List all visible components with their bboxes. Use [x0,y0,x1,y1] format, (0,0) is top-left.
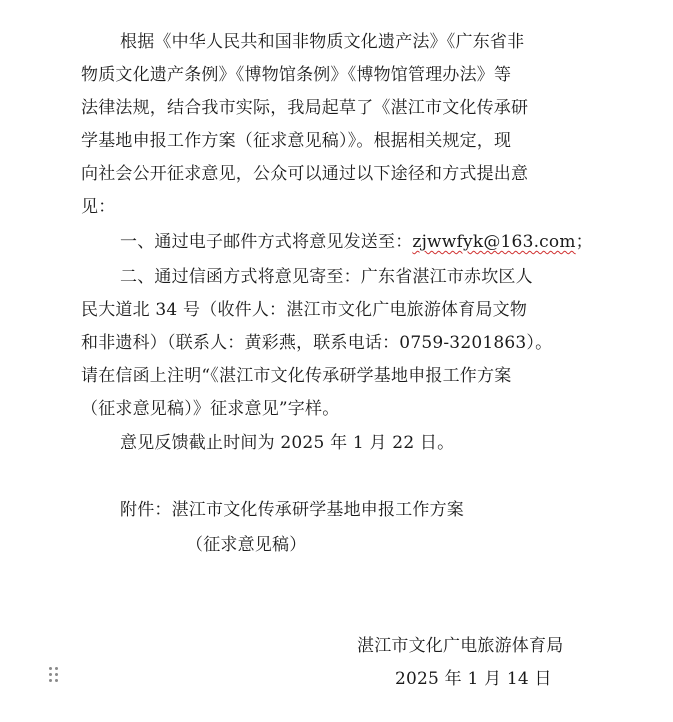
deadline-text: 意见反馈截止时间为 2025 年 1 月 22 日。 [120,433,455,453]
drag-handle-icon[interactable] [49,667,59,683]
item-1-prefix: 一、通过电子邮件方式将意见发送至： [120,232,413,252]
signature-date: 2025 年 1 月 14 日 [395,669,552,689]
item-1-suffix: ； [575,232,593,252]
handle-dot [49,673,52,676]
handle-dot [49,667,52,670]
paragraph-1-line-2: 物质文化遗产条例》《博物馆条例》《博物馆管理办法》等 [81,65,512,85]
handle-dot [55,679,58,682]
signature-organization: 湛江市文化广电旅游体育局 [357,636,564,656]
handle-dot [55,667,58,670]
paragraph-1-line-3: 法律法规，结合我市实际，我局起草了《湛江市文化传承研 [81,98,529,118]
handle-dot [49,679,52,682]
item-2-line-1: 二、通过信函方式将意见寄至：广东省湛江市赤坎区人 [120,267,533,287]
paragraph-1-line-5: 向社会公开征求意见，公众可以通过以下途径和方式提出意 [81,164,529,184]
item-2-line-2: 民大道北 34 号（收件人：湛江市文化广电旅游体育局文物 [81,300,528,320]
attachment-title: 附件：湛江市文化传承研学基地申报工作方案 [120,500,464,520]
item-2-line-4: 请在信函上注明“《湛江市文化传承研学基地申报工作方案 [81,366,512,386]
paragraph-1-line-6: 见： [81,197,116,217]
item-2-line-5: （征求意见稿）》征求意见”字样。 [81,399,340,419]
email-link[interactable]: zjwwfyk@163.com [412,232,576,252]
handle-dot [55,673,58,676]
attachment-subtitle: （征求意见稿） [186,535,307,555]
item-2-line-3: 和非遗科）（联系人：黄彩燕，联系电话：0759-3201863）。 [81,333,553,353]
paragraph-1-line-4: 学基地申报工作方案（征求意见稿）》。根据相关规定，现 [81,131,512,151]
item-1-email-line [120,231,593,253]
paragraph-1-line-1: 根据《中华人民共和国非物质文化遗产法》《广东省非 [120,32,525,52]
